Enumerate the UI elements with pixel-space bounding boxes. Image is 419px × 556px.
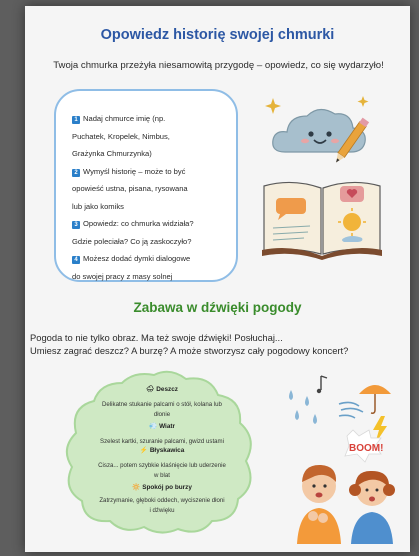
sound-desc: i dźwięku: [149, 507, 175, 514]
step-text: Możesz dodać dymki dialogowe: [83, 254, 191, 263]
step-number-badge: 4: [72, 256, 80, 264]
step-text: Opowiedz: co chmurka widziała?: [83, 219, 194, 228]
step-text: Nadaj chmurce imię (np.: [83, 114, 166, 123]
sound-desc: Cisza... potem szybkie klaśnięcie lub uderzenie: [98, 462, 226, 469]
sound-name: Deszcz: [156, 386, 178, 393]
open-book-illustration: [258, 176, 386, 260]
step-number-badge: 3: [72, 221, 80, 229]
kids-weather-illustration: [277, 368, 405, 544]
boom-text: BOOM!: [349, 443, 384, 454]
step-number-badge: 1: [72, 116, 80, 124]
step-number-badge: 2: [72, 169, 80, 177]
step-text: Puchatek, Kropelek, Nimbus,: [72, 131, 170, 141]
story-step: [72, 110, 232, 163]
sound-desc: dłonie: [153, 411, 171, 418]
lightning-icon: ⚡: [139, 447, 148, 454]
story-steps-list: [72, 110, 232, 285]
wind-icon: 💨: [148, 423, 158, 430]
sound-desc: Delikatne stukanie palcami o stół, kolana lub: [102, 401, 222, 408]
story-step: [72, 215, 232, 250]
sound-item-lightning: [72, 446, 252, 481]
sound-name: Błyskawica: [149, 447, 185, 454]
sounds-intro: [30, 331, 405, 357]
sun-icon: 🔆: [132, 484, 141, 491]
story-title: Opowiedz historię swojej chmurki: [100, 27, 335, 43]
sound-name: Wiatr: [159, 423, 175, 430]
step-text: do swojej pracy z masy solnej: [72, 271, 173, 281]
sound-item-wind: [72, 422, 252, 447]
step-text: Gdzie poleciała? Co ją zaskoczyło?: [72, 236, 192, 246]
story-step: [72, 250, 232, 285]
story-intro: Twoja chmurka przeżyła niesamowitą przygodę – opowiedz, co się wydarzyło!: [53, 60, 384, 71]
story-step: [72, 163, 232, 216]
step-text: Wymyśl historię – może to być: [83, 166, 186, 176]
happy-cloud-pencil-illustration: [263, 94, 383, 174]
sound-desc: Szelest kartki, szuranie palcami, gwizd ustami: [100, 438, 224, 445]
step-text: opowieść ustna, pisana, rysowana: [72, 184, 188, 193]
sound-desc: Zatrzymanie, głęboki oddech, wyciszenie dłoni: [99, 497, 225, 504]
sound-desc: w blat: [154, 472, 170, 479]
sound-item-calm: [72, 483, 252, 516]
sound-item-rain: [72, 385, 252, 420]
sound-name: Spokój po burzy: [142, 484, 192, 491]
sounds-intro-line: Pogoda to nie tylko obraz. Ma też swoje dźwięki! Posłuchaj...: [30, 332, 283, 343]
worksheet-page: [25, 6, 410, 552]
rain-cloud-icon: 🌧: [146, 386, 155, 393]
sounds-intro-line: Umiesz zagrać deszcz? A burzę? A może stworzysz cały pogodowy koncert?: [30, 345, 349, 356]
sounds-title: Zabawa w dźwięki pogody: [133, 300, 302, 315]
step-text: Grażynka Chmurzynka): [72, 149, 152, 158]
step-text: lub jako komiks: [72, 201, 124, 211]
